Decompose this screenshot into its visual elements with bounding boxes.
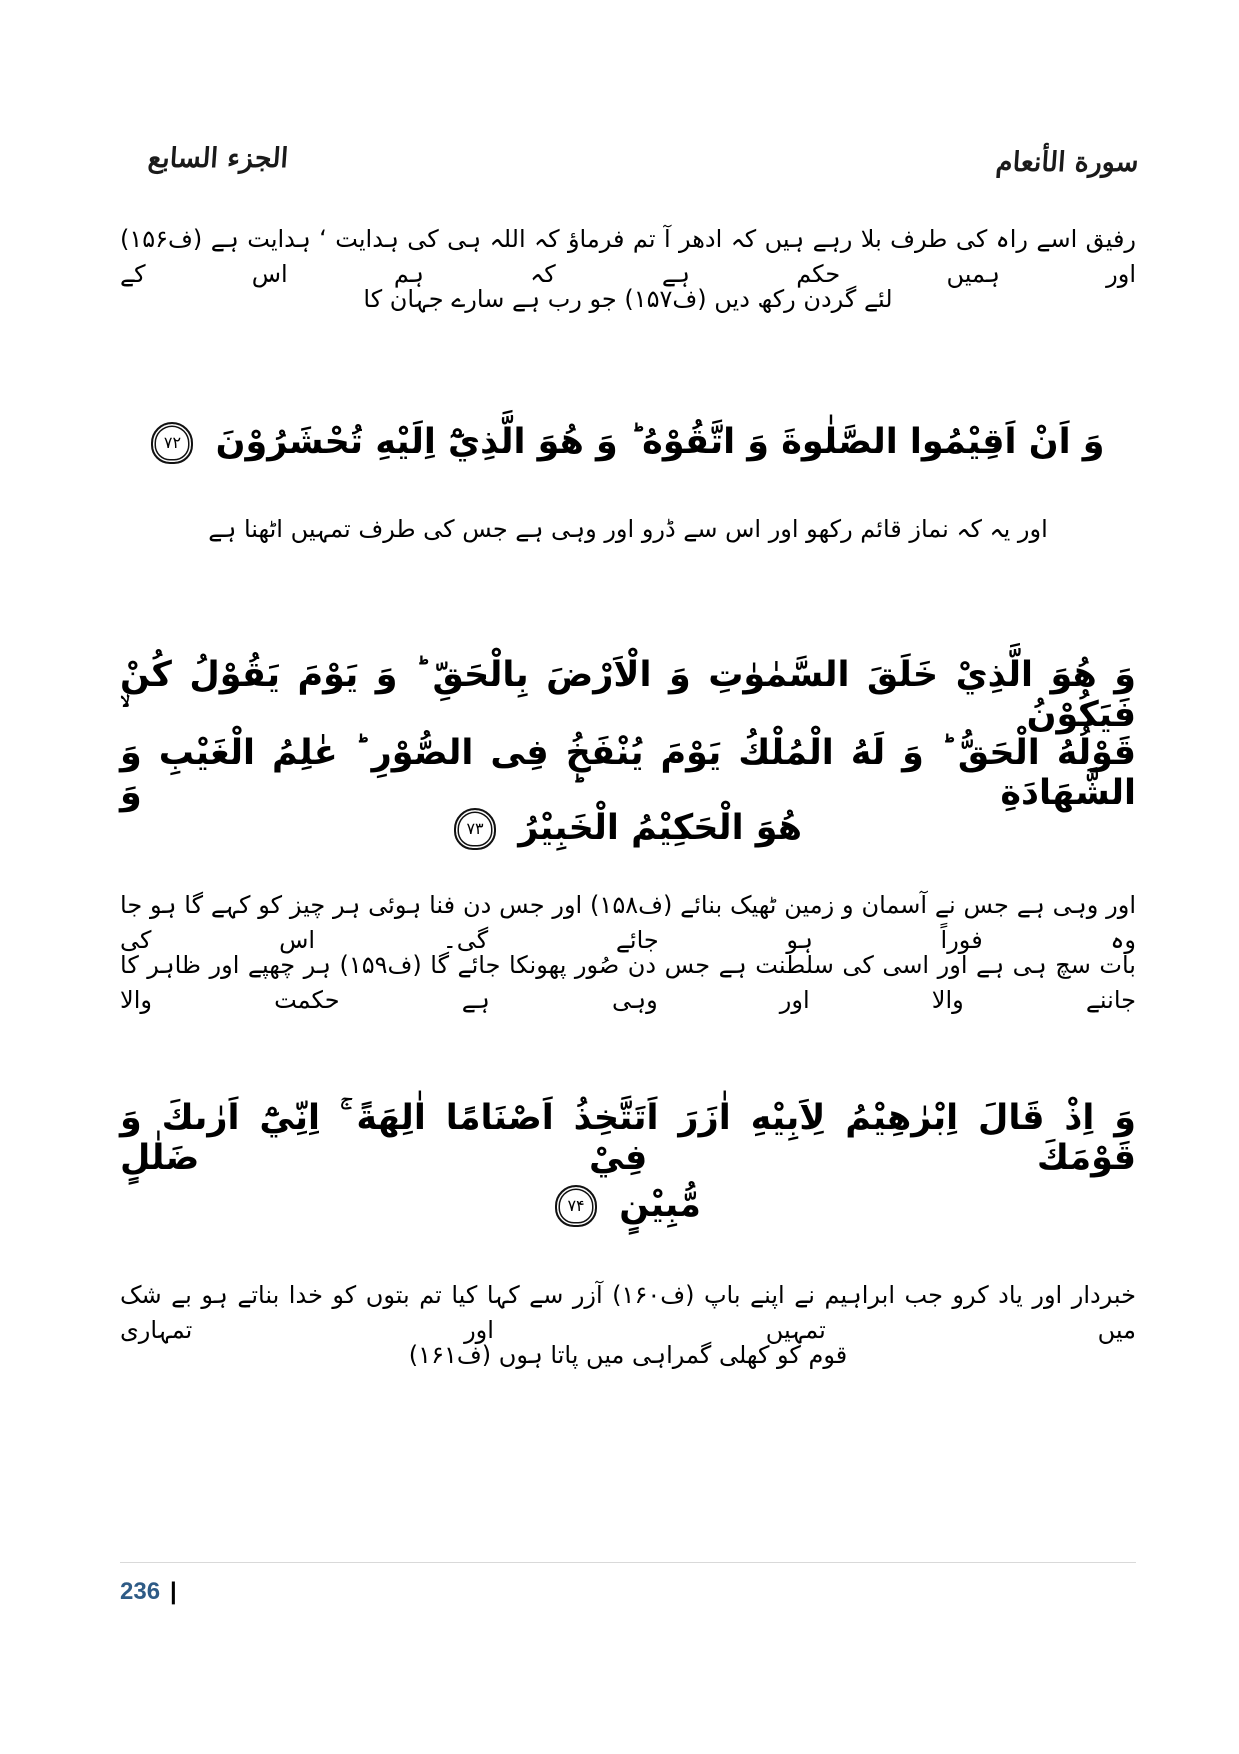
ayah-72 [120, 422, 1136, 464]
ayah-72-end-marker: ۷۲ [151, 422, 193, 464]
urdu-translation-v73-line1: اور وہی ہے جس نے آسمان و زمین ٹھیک بنائے (ف۱۵۸) اور جس دن فنا ہوئی ہر چیز کو کہے گا ہو جا وہ فوراً ہو جائے گی۔ اس کی [120, 891, 1136, 954]
ayah-73-text: هُوَ الْحَكِيْمُ الْخَبِيْرُ [518, 808, 802, 848]
footer-page-number [120, 1578, 177, 1606]
urdu-translation-v74-line2: قوم کو کھلی گمراہی میں پاتا ہوں (ف۱۶۱) [408, 1341, 848, 1369]
urdu-translation-v72: اور یہ کہ نماز قائم رکھو اور اس سے ڈرو اور وہی ہے جس کی طرف تمہیں اٹھنا ہے [208, 515, 1048, 543]
ayah-72-text: وَ اَنْ اَقِيْمُوا الصَّلٰوةَ وَ اتَّقُوْهُ ؕ وَ هُوَ الَّذِيْٓ اِلَيْهِ تُحْشَرُوْنَ [215, 422, 1105, 462]
ayah-73-line3 [120, 808, 1136, 850]
ayah-73-end-marker: ۷۳ [454, 808, 496, 850]
ayah-74-end-marker: ۷۴ [555, 1185, 597, 1227]
ayah-73-line2: قَوْلُهُ الْحَقُّ ؕ وَ لَهُ الْمُلْكُ يَوْمَ يُنْفَخُ فِى الصُّوْرِ ؕ عٰلِمُ الْغَيْبِ وَ الشَّهَادَةِ ؕ وَ [120, 733, 1136, 813]
page-number-separator: | [170, 1578, 177, 1605]
juz-title-calligraphy: الجزء السابع [146, 143, 290, 174]
urdu-translation-v74-line1: خبردار اور یاد کرو جب ابراہیم نے اپنے باپ (ف۱۶۰) آزر سے کہا کیا تم بتوں کو خدا بناتے ہو بے شک میں تمہیں اور تمہاری [120, 1281, 1136, 1344]
ayah-74-text: مُّبِيْنٍ [619, 1185, 701, 1225]
footer-divider [120, 1562, 1136, 1563]
ayah-74-line2 [120, 1185, 1136, 1227]
ayah-73-line1: وَ هُوَ الَّذِيْ خَلَقَ السَّمٰوٰتِ وَ الْاَرْضَ بِالْحَقِّ ؕ وَ يَوْمَ يَقُوْلُ كُنْ فَيَكُوْنُ ۙ [120, 655, 1136, 735]
urdu-translation-v71-line1: رفیق اسے راہ کی طرف بلا رہے ہیں کہ ادھر آ تم فرماؤ کہ اللہ ہی کی ہدایت ‘ ہدایت ہے (ف۱۵۶) اور ہمیں حکم ہے کہ ہم اس کے [120, 225, 1136, 288]
page-number-value: 236 [120, 1578, 161, 1605]
urdu-translation-v73-line2: بات سچ ہی ہے اور اسی کی سلطنت ہے جس دن صُور پھونکا جائے گا (ف۱۵۹) ہر چھپے اور ظاہر کا جاننے والا اور وہی ہے حکمت والا [120, 951, 1136, 1014]
ayah-74-line1: وَ اِذْ قَالَ اِبْرٰهِيْمُ لِاَبِيْهِ اٰزَرَ اَتَتَّخِذُ اَصْنَامًا اٰلِهَةً ۚ اِنِّيْٓ اَرٰىكَ وَ قَوْمَكَ فِيْ ضَلٰلٍ [120, 1098, 1136, 1178]
surah-title-calligraphy: سورة الأنعام [995, 147, 1141, 178]
urdu-translation-v71-line2: لئے گردن رکھ دیں (ف۱۵۷) جو رب ہے سارے جہان کا [363, 285, 893, 313]
